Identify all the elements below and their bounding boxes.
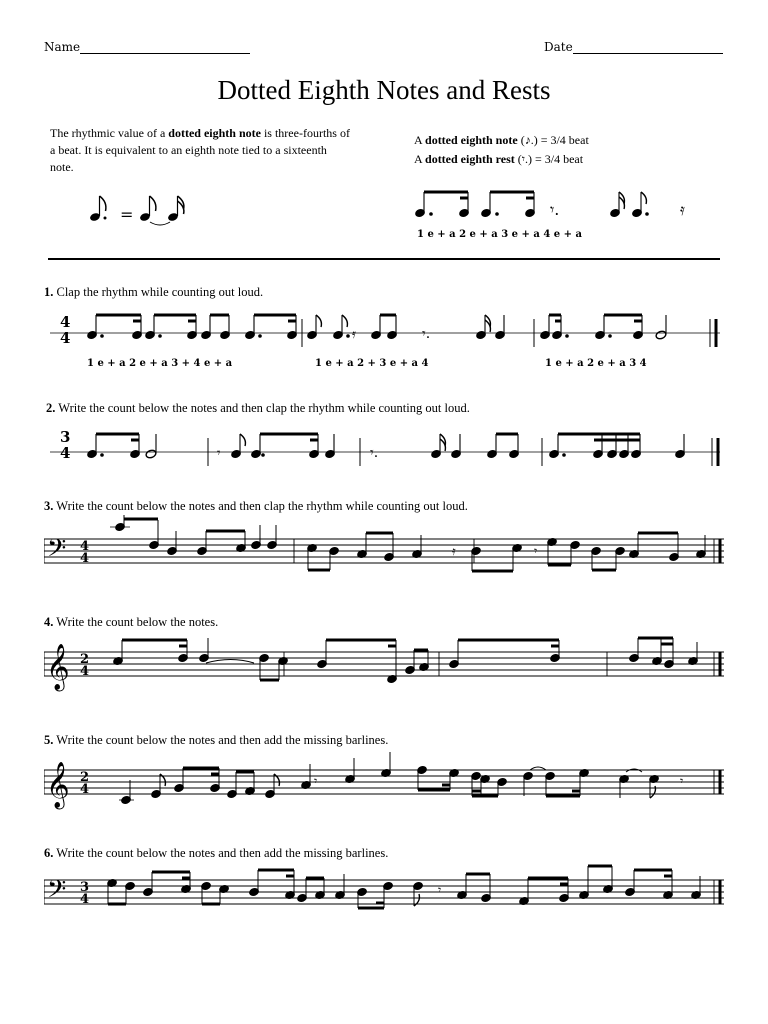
svg-text:𝄿: 𝄿 xyxy=(680,200,685,219)
name-label: Name xyxy=(44,40,81,54)
question-1-count-3: 1 e + a 2 e + a 3 4 xyxy=(545,358,647,369)
svg-text:𝄾: 𝄾 xyxy=(534,544,538,558)
question-5-prompt: 5. Write the count below the notes and then add the missing barlines. xyxy=(44,733,389,747)
time-signature-top: 2 xyxy=(80,652,90,667)
question-5-staff xyxy=(44,750,734,815)
time-signature-bottom: 4 xyxy=(80,664,90,679)
svg-text:𝄾: 𝄾 xyxy=(217,446,221,461)
equals-sign: = xyxy=(120,205,134,224)
bass-clef-icon: 𝄢 xyxy=(47,534,67,569)
time-signature-top: 4 xyxy=(60,313,71,331)
question-1-count-1: 1 e + a 2 e + a 3 + 4 e + a xyxy=(87,358,233,369)
time-signature-top: 4 xyxy=(80,539,90,554)
time-signature-bottom: 4 xyxy=(80,551,90,566)
svg-text:𝄾.: 𝄾. xyxy=(550,200,560,219)
svg-text:𝄿: 𝄿 xyxy=(352,327,356,342)
time-signature-bottom: 4 xyxy=(80,892,90,907)
intro-count: 1 e + a 2 e + a 3 e + a 4 e + a xyxy=(417,229,582,240)
svg-text:𝄾.: 𝄾. xyxy=(422,326,431,342)
question-6-prompt: 6. Write the count below the notes and then add the missing barlines. xyxy=(44,846,389,860)
question-1-rhythm xyxy=(40,305,730,355)
time-signature-top: 2 xyxy=(80,770,90,785)
note-definition: A dotted eighth note (♪.) = 3/4 beat xyxy=(414,133,589,147)
intro-text: The rhythmic value of a dotted eighth note is three-fourths of a beat. It is equivalent to an eighth note tied to a sixteenth note. xyxy=(50,126,350,174)
svg-text:𝄾: 𝄾 xyxy=(438,883,442,897)
time-signature-bottom: 4 xyxy=(80,782,90,797)
question-6-staff xyxy=(44,860,734,925)
date-label: Date xyxy=(544,40,573,54)
name-field[interactable] xyxy=(44,40,250,54)
date-field[interactable] xyxy=(544,40,723,54)
dotted-eighth-note-icon xyxy=(89,196,106,222)
bass-clef-icon: 𝄢 xyxy=(47,875,67,910)
question-2-prompt: 2. Write the count below the notes and then clap the rhythm while counting out loud. xyxy=(46,401,470,415)
time-signature-bottom: 4 xyxy=(60,329,71,347)
question-3-prompt: 3. Write the count below the notes and then clap the rhythm while counting out loud. xyxy=(44,499,468,513)
equivalence-example xyxy=(80,190,200,230)
section-divider xyxy=(48,258,720,260)
svg-text:𝄿: 𝄿 xyxy=(452,544,456,558)
svg-text:𝄾.: 𝄾. xyxy=(370,445,379,461)
question-1-prompt: 1. Clap the rhythm while counting out loud. xyxy=(44,285,264,299)
page-title: Dotted Eighth Notes and Rests xyxy=(217,75,551,105)
question-2-rhythm xyxy=(40,420,730,470)
date-line[interactable] xyxy=(573,42,723,54)
svg-text:𝄾: 𝄾 xyxy=(314,774,318,788)
treble-clef-icon: 𝄞 xyxy=(46,762,70,808)
time-signature-top: 3 xyxy=(80,880,90,895)
question-3-staff xyxy=(44,515,734,580)
dotted-eighth-rest-icon: 𝄾. xyxy=(521,152,528,166)
tied-notes-icon xyxy=(139,196,184,225)
time-signature-top: 3 xyxy=(60,428,71,446)
rest-definition: A dotted eighth rest (𝄾.) = 3/4 beat xyxy=(414,152,584,166)
question-4-staff xyxy=(44,632,734,697)
name-line[interactable] xyxy=(80,42,250,54)
svg-text:𝄾: 𝄾 xyxy=(680,774,684,788)
intro-rhythm-example xyxy=(410,185,710,225)
treble-clef-icon: 𝄞 xyxy=(46,644,70,690)
dotted-eighth-note-icon: ♪. xyxy=(524,133,534,147)
question-4-prompt: 4. Write the count below the notes. xyxy=(44,615,219,629)
time-signature-bottom: 4 xyxy=(60,444,71,462)
question-1-count-2: 1 e + a 2 + 3 e + a 4 xyxy=(315,358,429,369)
